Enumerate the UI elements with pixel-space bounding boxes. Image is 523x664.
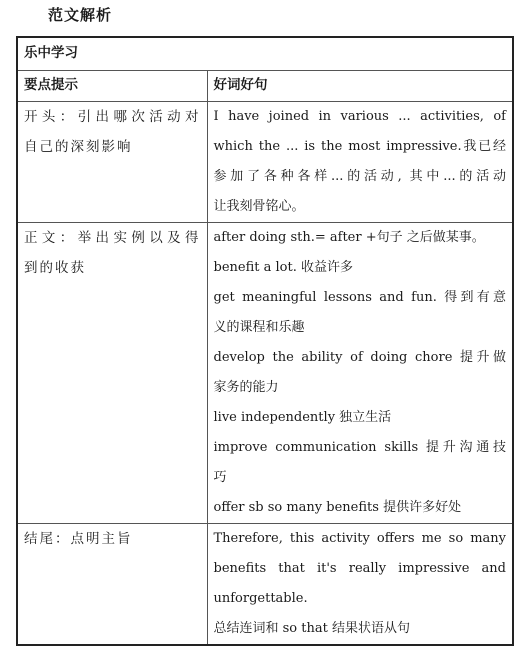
phrase-line: which the ... is the most impressive.我已经 [213,139,506,154]
phrase-line: improve communication skills 提升沟通技 [213,440,506,455]
tip-line: 到的收获 [24,260,86,276]
header-row [17,71,513,102]
table-row-conclusion [17,524,513,646]
tip-line: 结尾：点明主旨 [24,531,133,547]
cell-conclusion-tip [17,524,207,646]
phrase-line: 让我刻骨铭心。 [213,199,305,214]
phrase-line: offer sb so many benefits 提供许多好处 [213,500,462,515]
essay-analysis-table [16,36,514,646]
phrase-line: after doing sth.= after +句子 之后做某事。 [213,230,485,245]
table-title: 乐中学习 [17,37,513,71]
cell-opening-phrases [207,102,513,223]
section-heading: 范文解析 [48,6,113,24]
phrase-line: develop the ability of doing chore 提升做 [213,350,506,365]
cell-body-tip [17,223,207,524]
cell-body-phrases [207,223,513,524]
phrase-line: unforgettable. [213,591,308,606]
table-row-opening [17,102,513,223]
phrase-line: Therefore, this activity offers me so many [213,531,506,546]
table-title-row [17,37,513,71]
phrase-line: I have joined in various ... activities, of [213,109,506,124]
cell-conclusion-phrases [207,524,513,646]
tip-line: 开头：引出哪次活动对 [24,109,201,125]
phrase-line: benefit a lot. 收益许多 [213,260,353,275]
header-key-points: 要点提示 [17,71,207,102]
tip-line: 正文：举出实例以及得 [24,230,201,246]
header-good-phrases: 好词好句 [207,71,513,102]
phrase-line: live independently 独立生活 [213,410,392,425]
phrase-line: 巧 [213,470,227,485]
phrase-line: 参加了各种各样...的活动, 其中...的活动 [213,169,506,184]
phrase-line: 义的课程和乐趣 [213,320,305,335]
phrase-line: benefits that it's really impressive and [213,561,506,576]
phrase-line: 总结连词和 so that 结果状语从句 [213,621,410,636]
phrase-line: 家务的能力 [213,380,279,395]
cell-opening-tip [17,102,207,223]
tip-line: 自己的深刻影响 [24,139,133,155]
phrase-line: get meaningful lessons and fun. 得到有意 [213,290,506,305]
table-row-body [17,223,513,524]
